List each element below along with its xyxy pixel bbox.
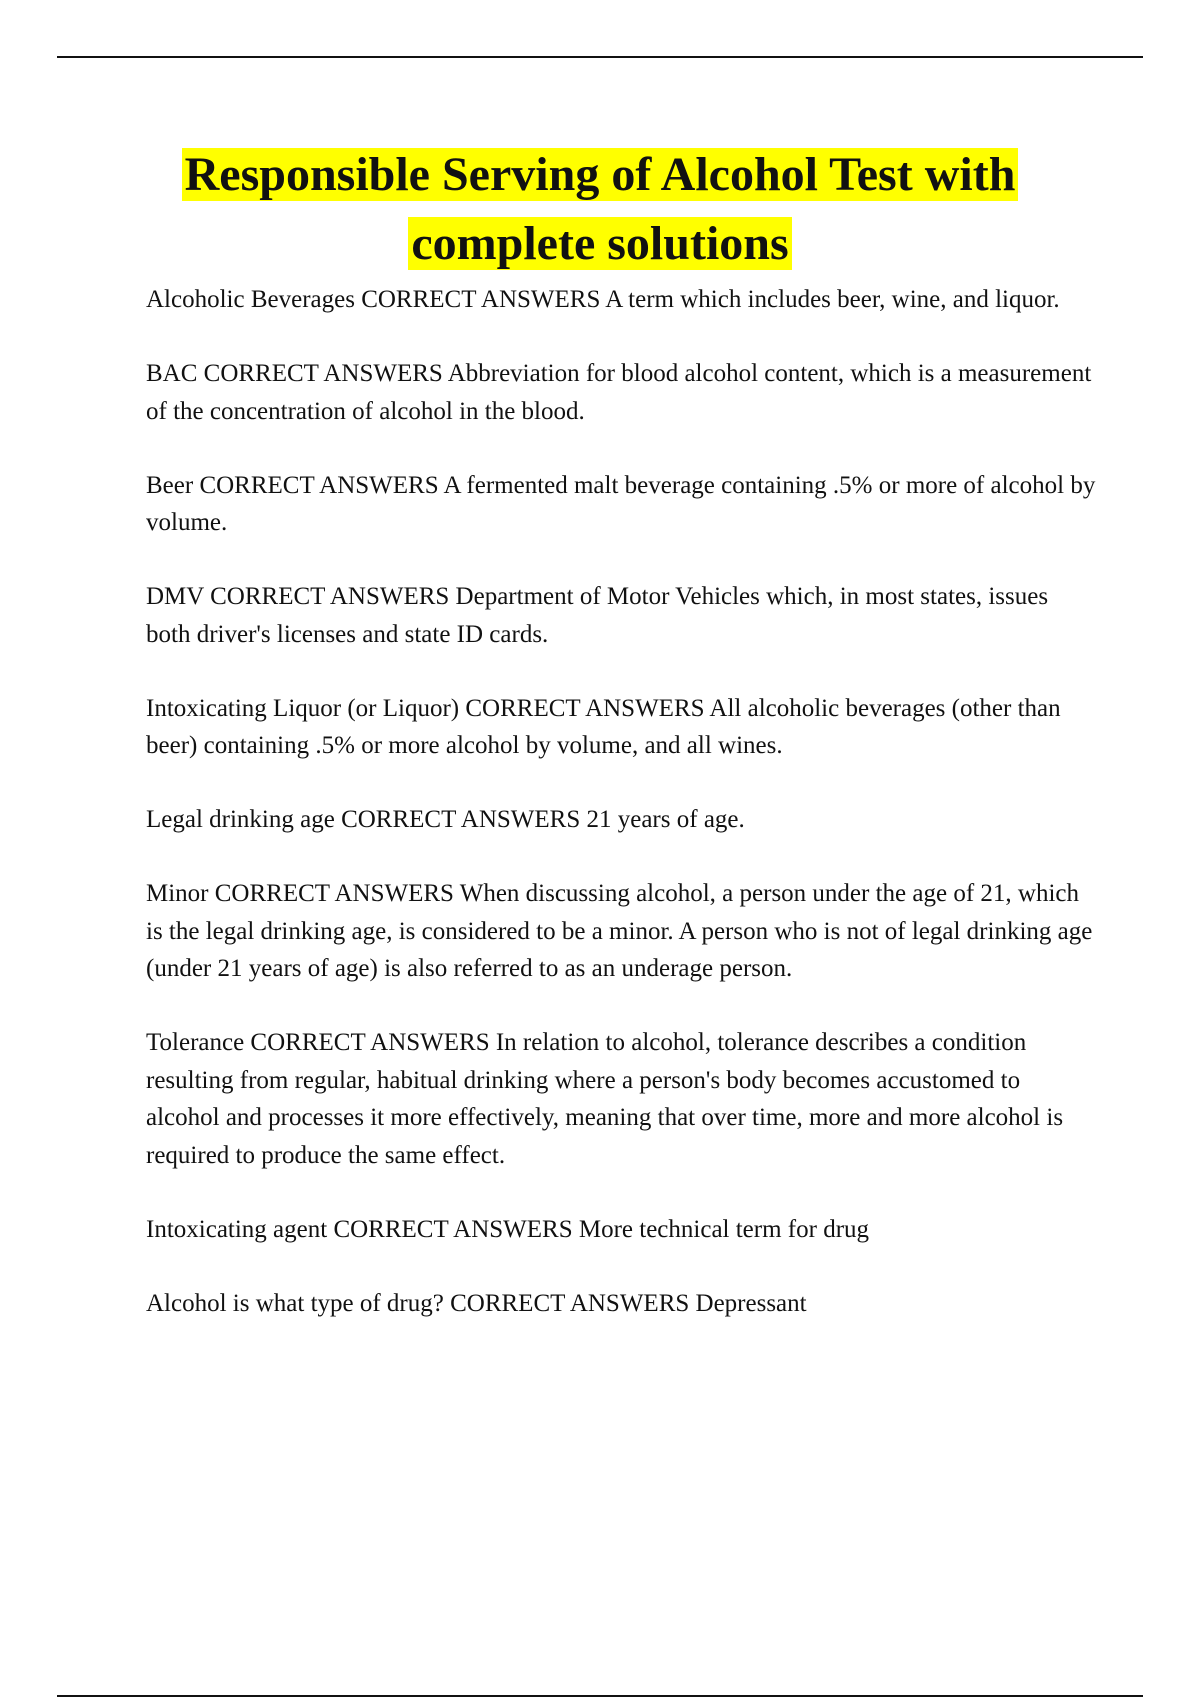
- bottom-rule: [57, 1695, 1143, 1697]
- document-title: [100, 140, 1100, 278]
- title-line-2: complete solutions: [408, 217, 791, 270]
- entry-legal-drinking-age: Legal drinking age CORRECT ANSWERS 21 years of age.: [146, 806, 745, 833]
- title-line-1: Responsible Serving of Alcohol Test with: [182, 148, 1019, 201]
- entry-minor: Minor CORRECT ANSWERS When discussing alcohol, a person under the age of 21, which is the legal drinking age, is considered to be a minor. A person who is not of legal drinking age (under 21 years of age) is also referred to as an underage person.: [146, 880, 1093, 982]
- top-rule: [57, 56, 1143, 58]
- entry-intoxicating-liquor: Intoxicating Liquor (or Liquor) CORRECT ANSWERS All alcoholic beverages (other than beer) containing .5% or more alcohol by volume, and all wines.: [146, 694, 1061, 759]
- entry-alcoholic-beverages: Alcoholic Beverages CORRECT ANSWERS A term which includes beer, wine, and liquor.: [146, 286, 1060, 313]
- entry-bac: BAC CORRECT ANSWERS Abbreviation for blood alcohol content, which is a measurement of the concentration of alcohol in the blood.: [146, 360, 1092, 425]
- entry-alcohol-drug-type: Alcohol is what type of drug? CORRECT ANSWERS Depressant: [146, 1289, 807, 1317]
- entry-tolerance: Tolerance CORRECT ANSWERS In relation to alcohol, tolerance describes a condition resulting from regular, habitual drinking where a person's body becomes accustomed to alcohol and processes it more effectively, meaning that over time, more and more alcohol is required to produce the same effect.: [146, 1029, 1064, 1169]
- entry-intoxicating-agent: Intoxicating agent CORRECT ANSWERS More technical term for drug: [146, 1215, 870, 1243]
- entry-beer: Beer CORRECT ANSWERS A fermented malt beverage containing .5% or more of alcohol by volume.: [146, 471, 1096, 536]
- entry-list: [146, 281, 1096, 1359]
- entry-dmv: DMV CORRECT ANSWERS Department of Motor Vehicles which, in most states, issues both driver's licenses and state ID cards.: [146, 583, 1049, 648]
